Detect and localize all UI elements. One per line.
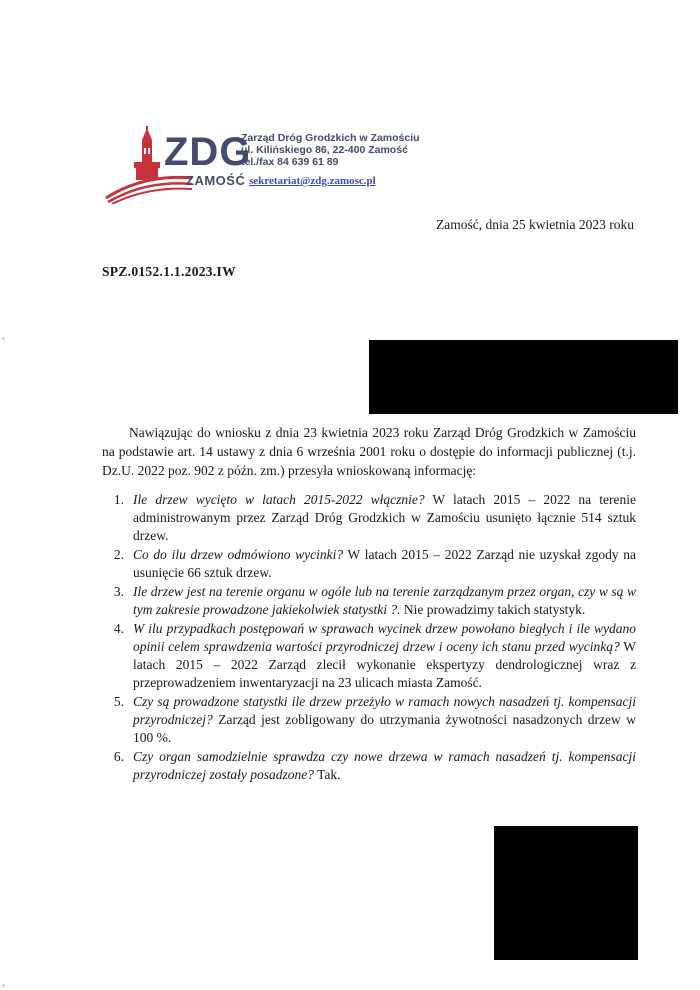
brand-logotype: ZDG [164,130,252,174]
email-link[interactable]: sekretariat@zdg.zamosc.pl [249,175,376,187]
list-item [102,546,636,582]
answers-list [102,491,636,785]
item-question: Ile drzew wycięto w latach 2015-2022 włącznie? [133,492,425,507]
reference-number: SPZ.0152.1.1.2023.IW [102,264,236,279]
redaction-block-recipient [369,340,678,414]
item-number: 5. [113,694,124,709]
item-number: 4. [113,621,124,636]
brand-city: ZAMOŚĆ [186,173,246,188]
list-item [102,491,636,545]
item-answer: W latach 2015 – 2022 Zarząd zlecił wykonanie ekspertyzy dendrologicznej wraz z przeprowadzeniem inwentaryzacji na 23 ulicach miasta Zamość. [133,639,636,690]
list-item [102,620,636,692]
item-answer: W latach 2015 – 2022 na terenie administrowanym przez Zarząd Dróg Grodzkich w Zamościu usunięto łącznie 514 sztuk drzew. [133,492,636,543]
item-answer: Tak. [314,767,341,782]
letter-body [102,423,636,480]
item-answer: Nie prowadzimy takich statystyk. [400,602,586,617]
scan-artifact [2,337,5,340]
item-question: Ile drzew jest na terenie organu w ogóle lub na terenie zarządzanym przez organ, czy w są w tym zakresie prowadzone jakiekolwiek statystki ?. [133,584,636,617]
item-answer: Zarząd jest zobligowany do utrzymania żywotności nasadzonych drzew w 100 %. [133,712,636,745]
list-item [102,693,636,747]
item-question: Co do ilu drzew odmówiono wycinki? [133,547,344,562]
item-question: W ilu przypadkach postępowań w sprawach wycinek drzew powołano biegłych i ile wydano opinii celem sprawdzenia wartości przyrodniczej drzew i oceny ich stanu przed wycinką? [133,621,636,654]
item-answer: W latach 2015 – 2022 Zarząd nie uzyskał zgody na usunięcie 66 sztuk drzew. [133,547,636,580]
item-number: 3. [113,584,124,599]
letterhead-contact [241,132,420,168]
org-phone: tel./fax 84 639 61 89 [241,156,339,168]
item-question: Czy organ samodzielnie sprawdza czy nowe drzewa w ramach nasadzeń tj. kompensacji przyrodniczej zostały posadzone? [133,749,636,782]
intro-paragraph: Nawiązując do wniosku z dnia 23 kwietnia 2023 roku Zarząd Dróg Grodzkich w Zamościu na podstawie art. 14 ustawy z dnia 6 września 2001 roku o dostępie do informacji publicznej (t.j. Dz.U. 2022 poz. 902 z późn. zm.) przesyła wnioskowaną informację: [102,425,636,478]
item-number: 2. [113,547,124,562]
redaction-block-signature [494,826,638,960]
scan-artifact [2,984,5,987]
list-item [102,583,636,619]
date-line: Zamość, dnia 25 kwietnia 2023 roku [436,217,634,232]
item-question: Czy są prowadzone statystki ile drzew przeżyło w ramach nowych nasadzeń tj. kompensacji przyrodniczej? [133,694,636,727]
org-name: Zarząd Dróg Grodzkich w Zamościu [241,132,420,144]
letterhead [104,126,420,204]
item-number: 6. [113,749,124,764]
list-item [102,748,636,784]
org-address: ul. Kilińskiego 86, 22-400 Zamość [241,144,408,156]
item-number: 1. [113,492,124,507]
